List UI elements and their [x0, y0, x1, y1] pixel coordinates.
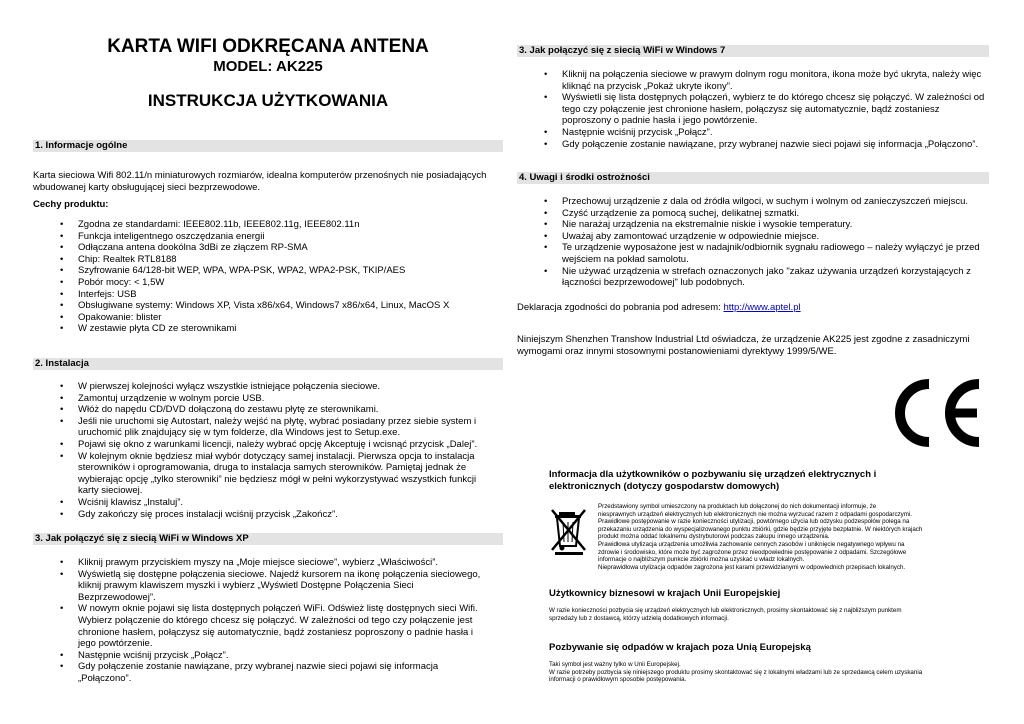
list-item: • Interfejs: USB — [33, 289, 503, 301]
list-item: • Wyświetli się lista dostępnych połączeń, wybierz te do którego chcesz się połączyć. W zależności od tego czy połączenie jest chronione hasłem, połączysz się automatycznie, bądź zostaniesz poproszony o padnie hasła i jego powtórzenie. — [517, 92, 989, 127]
list-item: • Jeśli nie uruchomi się Autostart, należy wejść na płytę, wybrać posiadany przez siebie system i uruchomić plik znajdujący się w tym folderze, dla Windows jest to Setup.exe. — [33, 416, 493, 439]
list-item: • W zestawie płyta CD ze sterownikami — [33, 323, 503, 335]
weee-body-line: Prawidłowe postępowanie w razie konieczności utylizacji, powtórnego użycia lub odzysku podzespołów polega na — [598, 518, 910, 526]
section-1-intro: Karta sieciowa Wifi 802.11/n miniaturowych rozmiarów, idealna komputerów przenośnych nie posiadających wbudowanej karty obsługującej sieci bezprzewodowe. — [33, 170, 487, 193]
list-item: • Odłączana antena dookólna 3dBi ze złączem RP-SMA — [33, 242, 503, 254]
weee-body-line: produkt można oddać lokalnemu dystrybutorowi podczas zakupu innego urządzenia. — [598, 533, 830, 541]
model-label: MODEL: AK225 — [213, 58, 323, 75]
document-title: KARTA WIFI ODKRĘCANA ANTENA — [107, 36, 429, 57]
list-item: • Zamontuj urządzenie w wolnym porcie USB. — [33, 393, 493, 405]
manual-subtitle: INSTRUKCJA UŻYTKOWANIA — [147, 91, 389, 110]
list-item: • Następnie wciśnij przycisk „Połącz”. — [33, 650, 493, 662]
outside-eu-body-line: W razie potrzeby pozbycia się niniejszego produktu prosimy skontaktować się z lokalnymi władzami lub ze sprzedawcą celem uzyskania — [549, 668, 923, 676]
weee-body-line: Prawidłowa utylizacja urządzenia umożliwia zachowanie cennych zasobów i uniknięcie negatywnego wpływu na — [598, 540, 905, 548]
windows-7-list — [517, 69, 989, 150]
features-label: Cechy produktu: — [33, 199, 109, 210]
list-item: • Kliknij prawym przyciskiem myszy na „Moje miejsce sieciowe”, wybierz „Właściwości”. — [33, 557, 493, 569]
features-list — [33, 219, 503, 335]
list-item: • Wciśnij klawisz „Instaluj”. — [33, 497, 493, 509]
list-item: • Obsługiwane systemy: Windows XP, Vista x86/x64, Windows7 x86/x64, Linux, MacOS X — [33, 300, 503, 312]
list-item: • Nie narażaj urządzenia na ekstremalnie niskie i wysokie temperatury. — [517, 219, 989, 231]
list-item: • W nowym oknie pojawi się lista dostępnych połączeń WiFi. Odśwież listę dostępnych sieci Wifi. Wybierz połączenie do którego chcesz się połączyć. W zależności od tego czy połączenie jest chronione hasłem, połączysz się automatycznie, bądź zostaniesz poproszony o padnie hasła i jego powtórzenie. — [33, 603, 493, 649]
section-2-heading: 2. Instalacja — [33, 358, 503, 370]
list-item: • W pierwszej kolejności wyłącz wszystkie istniejące połączenia sieciowe. — [33, 381, 493, 393]
outside-eu-body — [549, 661, 973, 684]
list-item: • Gdy zakończy się proces instalacji wciśnij przycisk „Zakończ”. — [33, 509, 493, 521]
list-item: • Pojawi się okno z warunkami licencji, należy wybrać opcję Akceptuję i wcisnąć przycisk „Dalej”. — [33, 439, 493, 451]
list-item: • Zgodna ze standardami: IEEE802.11b, IEEE802.11g, IEEE802.11n — [33, 219, 503, 231]
list-item: • Funkcja inteligentnego oszczędzania energii — [33, 231, 503, 243]
outside-eu-body-line: informacji o prawidłowym sposobie postępowania. — [549, 676, 687, 684]
weee-body-line: zdrowie i środowisko, które może być zagrożone przez nieodpowiednie postępowanie z odpadami. Szczegółowe — [598, 548, 907, 556]
weee-body-line: Nieprawidłowa utylizacja odpadów zagrożona jest karami przewidzianymi w odpowiednich przepisach lokalnych. — [598, 563, 906, 571]
ce-mark-icon — [887, 378, 983, 448]
section-4-heading: 4. Uwagi i środki ostrożności — [517, 172, 989, 184]
list-item: • Nie używać urządzenia w strefach oznaczonych jako "zakaz używania urządzeń korzystających z łączności bezprzewodowej" lub podobnych. — [517, 266, 989, 289]
list-item: • Gdy połączenie zostanie nawiązane, przy wybranej nazwie sieci pojawi się informacja „Połączono”. — [33, 661, 493, 684]
business-heading: Użytkownicy biznesowi w krajach Unii Europejskiej — [549, 588, 781, 599]
declaration-text — [517, 302, 989, 314]
list-item: • Te urządzenie wyposażone jest w nadajnik/odbiornik sygnału radiowego – należy wyłączyć je przed wejściem na pokład samolotu. — [517, 242, 989, 265]
declaration-link[interactable]: http://www.aptel.pl — [723, 302, 801, 313]
outside-eu-body-line: Taki symbol jest ważny tylko w Unii Europejskej. — [549, 661, 681, 668]
list-item: • Wyświetlą się dostępne połączenia sieciowe. Najedź kursorem na ikonę połączenia sieciowego, kliknij prawym klawiszem myszki i wybierz „Wyświetl Dostępne Połączenia Sieci Bezprzewodowej”. — [33, 569, 493, 604]
list-item: • Kliknij na połączenia sieciowe w prawym dolnym rogu monitora, ikona może być ukryta, należy więc kliknąć na przycisk „Pokaż ukryte ikony”. — [517, 69, 989, 92]
declaration-prefix: Deklaracja zgodności do pobrania pod adresem: — [517, 302, 724, 313]
section-3-xp-heading: 3. Jak połączyć się z siecią WiFi w Windows XP — [33, 533, 503, 545]
weee-body — [598, 503, 978, 571]
list-item: • Przechowuj urządzenie z dala od źródła wilgoci, w suchym i wolnym od zanieczyszczeń miejscu. — [517, 196, 989, 208]
business-body-line: sprzedaży lub z dostawcą, którzy udzielą dodatkowych informacji. — [549, 614, 729, 622]
list-item: • Pobór mocy: < 1,5W — [33, 277, 503, 289]
business-body-line: W razie konieczności pozbycia się urządzeń elektrycznych lub elektronicznych, prosimy skontaktować się z najbliższym punktem — [549, 607, 902, 614]
weee-body-line: niesprawnych urządzeń elektrycznych lub elektronicznych nie można wyrzucać razem z odpadami gospodarczymi. — [598, 510, 912, 518]
list-item: • Włóż do napędu CD/DVD dołączoną do zestawu płytę ze sterownikami. — [33, 404, 493, 416]
list-item: • W kolejnym oknie będziesz miał wybór dotyczący samej instalacji. Pierwsza opcja to instalacja sterowników i oprogramowania, druga to instalacja samych sterowników. Pamiętaj jednak że wybierając opcję „tylko sterowniki” nie będziesz mógł w pełni wykorzystywać wszystkich funkcji karty sieciowej. — [33, 451, 493, 497]
section-3-w7-heading: 3. Jak połączyć się z siecią WiFi w Windows 7 — [517, 45, 989, 57]
list-item: • Opakowanie: blister — [33, 312, 503, 324]
list-item: • Chip: Realtek RTL8188 — [33, 254, 503, 266]
weee-body-line: Przedstawiony symbol umieszczony na produktach lub dołączonej do nich dokumentacji informuje, że — [598, 503, 877, 510]
weee-body-line: informacje o najbliższym punkcie zbiórki można uzyskać u władz lokalnych. — [598, 556, 805, 564]
list-item: • Szyfrowanie 64/128-bit WEP, WPA, WPA-PSK, WPA2, WPA2-PSK, TKIP/AES — [33, 265, 503, 277]
list-item: • Uważaj aby zamontować urządzenie w odpowiednie miejsce. — [517, 231, 989, 243]
business-body — [549, 607, 973, 622]
list-item: • Gdy połączenie zostanie nawiązane, przy wybranej nazwie sieci pojawi się informacja „Połączono”. — [517, 139, 989, 151]
conformity-statement: Niniejszym Shenzhen Transhow Industrial Ltd oświadcza, że urządzenie AK225 jest zgodne z zasadniczymi wymogami oraz innymi stosownymi postanowieniami dyrektywy 1999/5/WE. — [517, 334, 970, 357]
section-1-heading: 1. Informacje ogólne — [33, 140, 503, 152]
precautions-list — [517, 196, 989, 289]
crossed-bin-icon — [549, 506, 589, 556]
list-item: • Czyść urządzenie za pomocą suchej, delikatnej szmatki. — [517, 208, 989, 220]
outside-eu-heading: Pozbywanie się odpadów w krajach poza Unią Europejską — [549, 642, 811, 653]
installation-list — [33, 381, 493, 520]
list-item: • Następnie wciśnij przycisk „Połącz”. — [517, 127, 989, 139]
windows-xp-list — [33, 557, 493, 685]
weee-heading: Informacja dla użytkowników o pozbywaniu się urządzeń elektrycznych i elektronicznych (dotyczy gospodarstw domowych) — [549, 469, 877, 492]
weee-body-line: przekazaniu urządzenia do wyspecjalizowanego punktu zbiórki, gdzie będzie przyjęte bezpłatnie. W niektórych krajach — [598, 525, 923, 533]
